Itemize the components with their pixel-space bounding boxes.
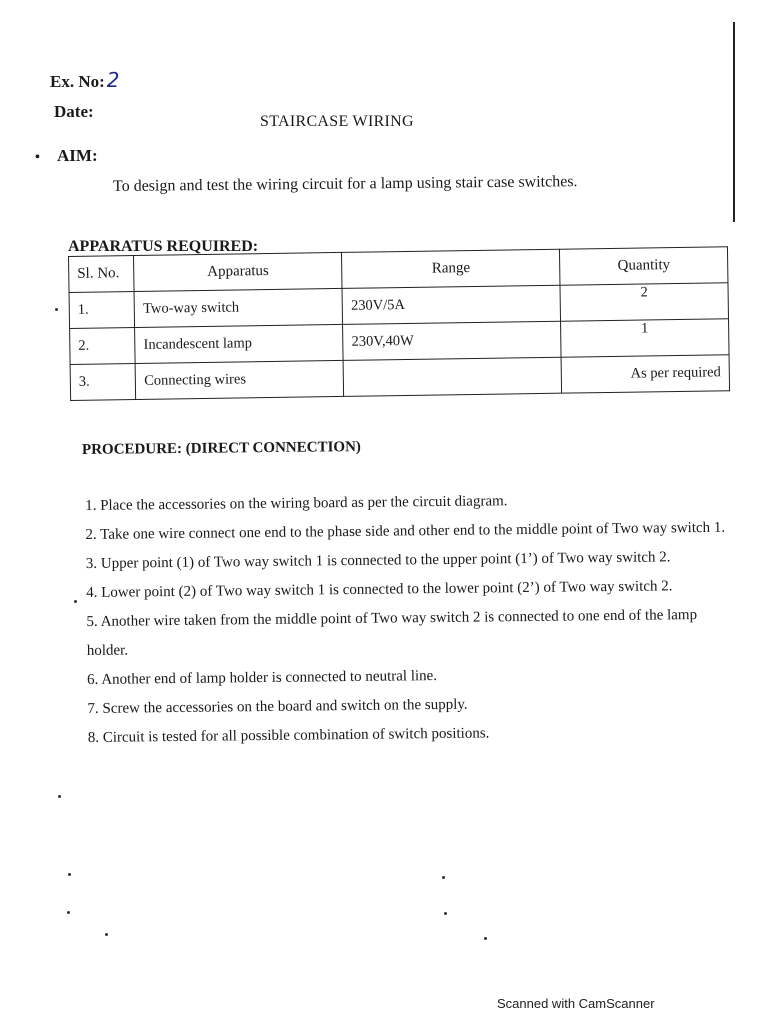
apparatus-heading: APPARATUS REQUIRED:: [68, 238, 259, 255]
table-cell: 2.: [70, 328, 136, 365]
scan-speck: [484, 937, 487, 940]
table-cell: Incandescent lamp: [135, 324, 343, 363]
scan-speck: [55, 308, 58, 311]
table-cell: [343, 357, 561, 396]
apparatus-table: [68, 246, 730, 401]
table-cell: Two-way switch: [134, 288, 342, 327]
table-cell: 230V/5A: [342, 285, 560, 324]
column-header: Apparatus: [134, 252, 342, 291]
list-item: 5. Another wire taken from the middle point of Two way switch 2 is connected to one end of the lamp holder.: [86, 607, 698, 659]
column-header: Sl. No.: [69, 256, 135, 293]
table-cell: Connecting wires: [135, 360, 343, 399]
scan-speck: [68, 873, 71, 876]
list-item: 7. Screw the accessories on the board and switch on the supply.: [87, 696, 468, 717]
scan-speck: [67, 911, 70, 914]
ex-no-label: Ex. No:: [50, 72, 105, 91]
bullet-mark: •: [35, 150, 40, 165]
date-label: Date:: [54, 102, 94, 121]
list-item: 2. Take one wire connect one end to the phase side and other end to the middle point of Two way switch 1.: [85, 519, 726, 543]
list-item: 8. Circuit is tested for all possible combination of switch positions.: [87, 725, 490, 746]
procedure-steps: [85, 485, 728, 753]
table-cell: 1.: [69, 292, 135, 329]
table-cell: As per required: [561, 355, 729, 393]
aim-text: To design and test the wiring circuit for a lamp using stair case switches.: [112, 173, 578, 195]
column-header: Quantity: [560, 247, 728, 285]
column-header: Range: [342, 249, 560, 288]
table-cell: 230V,40W: [343, 321, 561, 360]
ex-no: [50, 68, 120, 92]
scan-speck: [444, 912, 447, 915]
scan-speck: [105, 933, 108, 936]
scanner-watermark: Scanned with CamScanner: [497, 996, 655, 1011]
page-edge-line: [733, 22, 735, 222]
aim-heading: AIM:: [57, 146, 98, 165]
ex-no-value: 2: [106, 68, 120, 92]
table-cell: 2: [560, 283, 728, 321]
page-title: STAIRCASE WIRING: [260, 113, 414, 130]
list-item: 4. Lower point (2) of Two way switch 1 is connected to the lower point (2’) of Two way switch 2.: [86, 578, 673, 601]
table-cell: 3.: [70, 364, 136, 401]
scan-speck: [442, 876, 445, 879]
scan-speck: [58, 795, 61, 798]
table-cell: 1: [561, 319, 729, 357]
scan-speck: [74, 600, 77, 603]
list-item: 1. Place the accessories on the wiring board as per the circuit diagram.: [85, 493, 508, 514]
list-item: 6. Another end of lamp holder is connected to neutral line.: [87, 668, 438, 688]
list-item: 3. Upper point (1) of Two way switch 1 is connected to the upper point (1’) of Two way switch 2.: [85, 549, 671, 572]
procedure-heading: PROCEDURE: (DIRECT CONNECTION): [81, 439, 361, 458]
